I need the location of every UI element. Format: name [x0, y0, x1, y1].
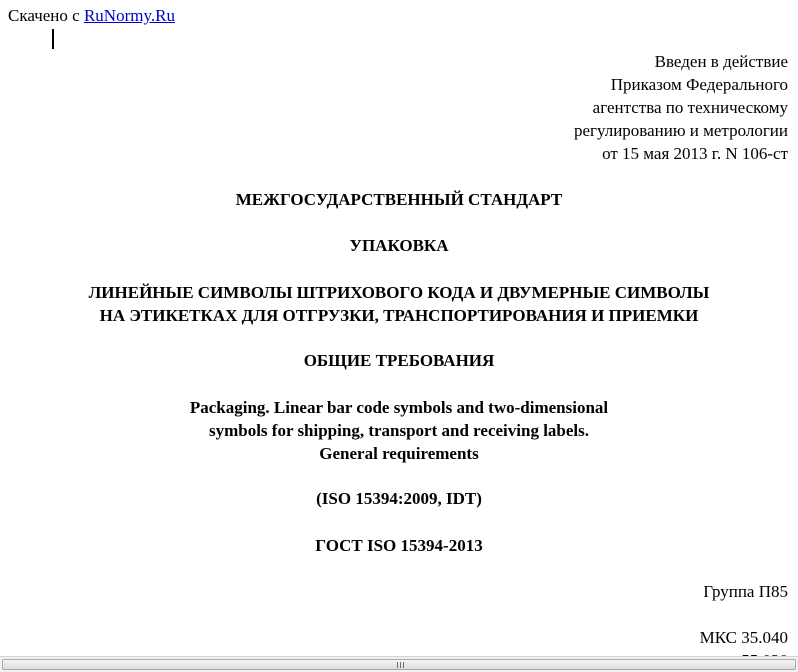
enactment-line: регулированию и метрологии [573, 121, 788, 140]
scrollbar-thumb[interactable] [2, 659, 796, 670]
general-requirements-heading: ОБЩИЕ ТРЕБОВАНИЯ [303, 351, 495, 370]
group-code: Группа П85 [703, 582, 788, 601]
source-line [8, 5, 175, 27]
title-subtitle: ЛИНЕЙНЫЕ СИМВОЛЫ ШТРИХОВОГО КОДА И ДВУМЕРНЫЕ СИМВОЛЫ НА ЭТИКЕТКАХ ДЛЯ ОТГРУЗКИ, ТРАНСПОРТИРОВАНИЯ И ПРИЕМКИ [88, 283, 710, 325]
enactment-note [574, 50, 788, 165]
enactment-line: от 15 мая 2013 г. N 106-ст [602, 144, 788, 163]
enactment-line: Приказом Федерального [610, 75, 788, 94]
standard-type: МЕЖГОСУДАРСТВЕННЫЙ СТАНДАРТ [235, 190, 563, 209]
enactment-line: Введен в действие [654, 52, 788, 71]
horizontal-scrollbar[interactable] [0, 656, 798, 672]
grip-icon [397, 662, 406, 668]
mks-code: МКС 35.040 [699, 628, 788, 647]
text-cursor [52, 29, 54, 49]
title-main: УПАКОВКА [349, 236, 449, 255]
source-link[interactable]: RuNormy.Ru [83, 6, 175, 25]
english-title: Packaging. Linear bar code symbols and two-dimensional symbols for shipping, transport and receiving labels. General requirements [189, 398, 609, 463]
source-prefix: Скачено с [8, 6, 84, 25]
iso-reference: (ISO 15394:2009, IDT) [316, 489, 482, 508]
gost-designation: ГОСТ ISO 15394-2013 [315, 536, 483, 555]
enactment-line: агентства по техническому [592, 98, 788, 117]
